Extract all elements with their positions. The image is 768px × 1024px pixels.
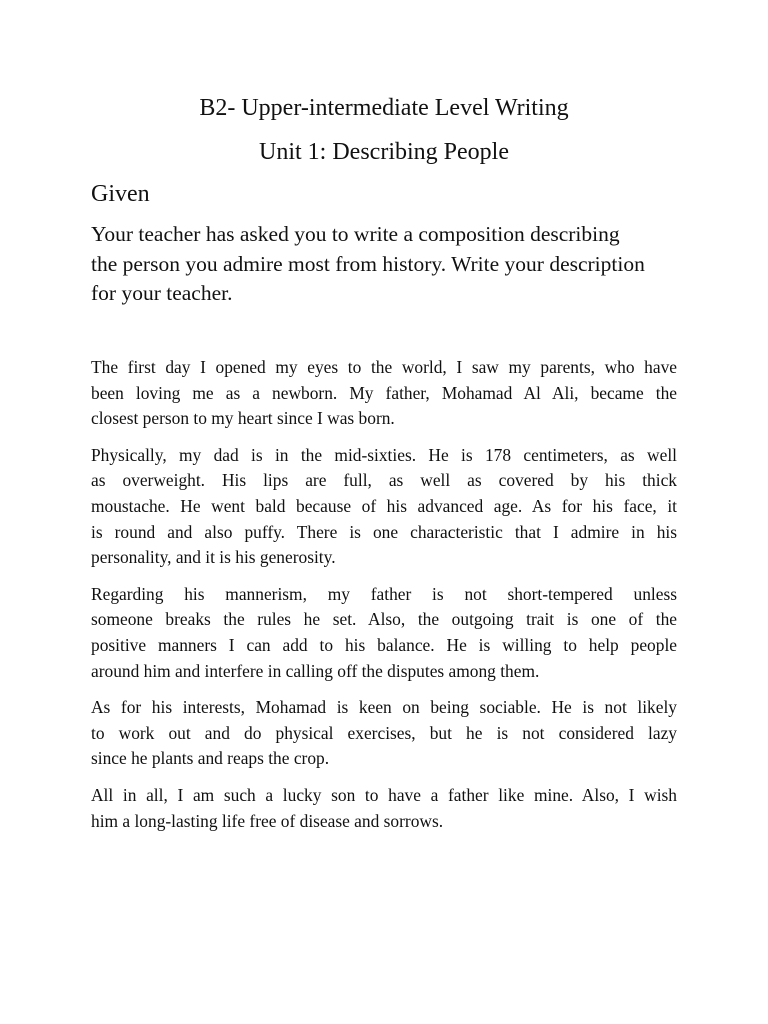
essay-line: as overweight. His lips are full, as well as covered by his thick — [91, 470, 677, 491]
essay-line: All in all, I am such a lucky son to have a father like mine. Also, I wish — [91, 784, 677, 805]
essay-paragraph-physical — [91, 443, 677, 571]
essay-paragraph-conclusion — [91, 783, 677, 834]
essay-line: The first day I opened my eyes to the world, I saw my parents, who have — [91, 357, 677, 377]
level-title: B2- Upper-intermediate Level Writing — [199, 95, 569, 121]
essay-line: personality, and it is his generosity. — [91, 547, 336, 568]
essay-line: is round and also puffy. There is one characteristic that I admire in his — [91, 521, 677, 542]
essay-line: him a long-lasting life free of disease and sorrows. — [91, 810, 444, 831]
essay-line: been loving me as a newborn. My father, Mohamad Al Ali, became the — [91, 382, 677, 403]
essay-paragraph-intro — [91, 355, 677, 432]
prompt-line: for your teacher. — [91, 281, 233, 305]
unit-title: Unit 1: Describing People — [259, 139, 509, 165]
prompt-line: Your teacher has asked you to write a composition describing — [91, 222, 620, 246]
essay-line: someone breaks the rules he set. Also, the outgoing trait is one of the — [91, 609, 677, 630]
essay-line: closest person to my heart since I was born. — [91, 408, 395, 429]
essay-paragraph-mannerism — [91, 582, 677, 684]
essay-line: Physically, my dad is in the mid-sixties. He is 178 centimeters, as well — [91, 444, 677, 465]
essay-line: Regarding his mannerism, my father is not short-tempered unless — [91, 583, 677, 604]
essay-paragraph-interests — [91, 695, 677, 772]
essay-line: moustache. He went bald because of his advanced age. As for his face, it — [91, 495, 677, 516]
prompt-line: the person you admire most from history. Write your description — [91, 251, 645, 276]
essay-line: positive manners I can add to his balance. He is willing to help people — [91, 634, 677, 655]
essay-line: to work out and do physical exercises, but he is not considered lazy — [91, 722, 677, 743]
essay-line: around him and interfere in calling off the disputes among them. — [91, 660, 540, 681]
given-label: Given — [91, 181, 150, 207]
essay-line: As for his interests, Mohamad is keen on being sociable. He is not likely — [91, 697, 677, 718]
task-prompt — [91, 220, 691, 309]
essay-line: since he plants and reaps the crop. — [91, 748, 330, 769]
essay-body — [91, 355, 677, 845]
